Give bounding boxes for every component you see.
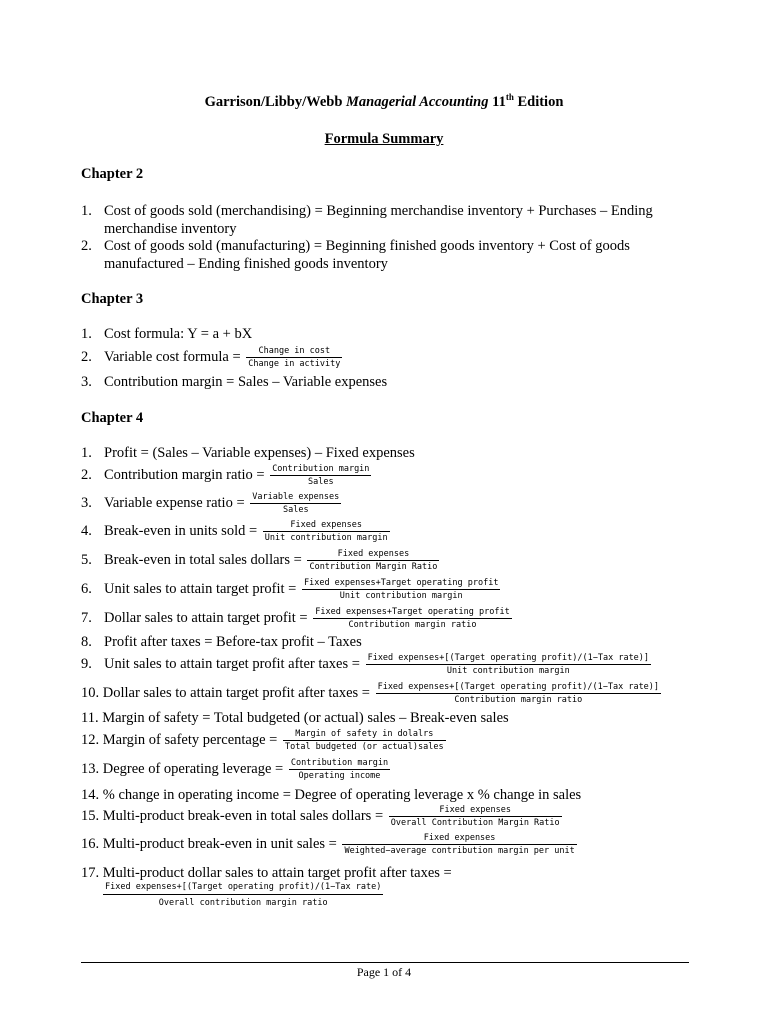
item-text: Cost of goods sold (manufacturing) = Beginning finished goods inventory + Cost of goods <box>104 238 630 254</box>
fraction <box>342 833 576 856</box>
item-text: Unit sales to attain target profit = <box>104 580 300 597</box>
ch4-item-14 <box>81 786 581 804</box>
item-number: 1. <box>81 326 92 342</box>
page-number: Page 1 of 4 <box>356 965 412 979</box>
document-title <box>0 94 768 111</box>
item-number: 15. <box>81 807 100 824</box>
title-book-name: Managerial Accounting <box>346 94 489 110</box>
ch4-item-10 <box>81 682 661 705</box>
ch4-item-16 <box>81 833 577 856</box>
item-number: 14. <box>81 787 100 803</box>
item-number: 3. <box>81 494 92 511</box>
item-text-continued: merchandise inventory <box>104 221 237 237</box>
fraction-denominator: Unit contribution margin <box>339 591 463 601</box>
fraction-numerator: Fixed expenses <box>307 549 439 561</box>
ch4-item-4 <box>81 520 390 543</box>
fraction <box>283 729 446 752</box>
fraction-denominator: Overall contribution margin ratio <box>158 898 328 908</box>
item-number: 3. <box>81 374 92 390</box>
item-text: Margin of safety = Total budgeted (or actual) sales – Break-even sales <box>102 710 509 726</box>
item-text: Break-even in total sales dollars = <box>104 551 306 568</box>
item-number: 2. <box>81 466 92 483</box>
item-number: 17. <box>81 865 100 881</box>
item-number: 12. <box>81 731 100 748</box>
fraction-denominator: Contribution margin ratio <box>454 695 583 705</box>
fraction-denominator: Total budgeted (or actual)sales <box>284 742 444 752</box>
ch4-item-7 <box>81 607 512 630</box>
fraction-numerator: Fixed expenses <box>342 833 576 845</box>
ch4-item-6 <box>81 578 500 601</box>
fraction <box>103 882 383 908</box>
title-edition-word: Edition <box>513 94 564 110</box>
item-number: 13. <box>81 760 100 777</box>
fraction-denominator: Operating income <box>298 771 381 781</box>
item-text: Multi-product dollar sales to attain target profit after taxes = <box>102 865 452 881</box>
item-text: Multi-product break-even in unit sales = <box>102 835 341 852</box>
title-edition-suffix: th <box>505 92 514 103</box>
fraction-numerator: Fixed expenses <box>263 520 390 532</box>
item-number: 8. <box>81 634 92 650</box>
fraction-numerator: Fixed expenses+[(Target operating profit)/(1−Tax rate)] <box>377 682 660 692</box>
item-number: 9. <box>81 655 92 672</box>
document-subtitle: Formula Summary <box>324 131 444 147</box>
item-text: Margin of safety percentage = <box>102 731 281 748</box>
item-text: % change in operating income = Degree of operating leverage x % change in sales <box>102 787 582 803</box>
ch4-item-12 <box>81 729 446 752</box>
fraction-denominator: Overall Contribution Margin Ratio <box>390 818 560 828</box>
fraction-denominator: Weighted−average contribution margin per unit <box>344 846 575 856</box>
item-number: 1. <box>81 203 92 219</box>
item-text: Cost of goods sold (merchandising) = Beginning merchandise inventory + Purchases – Ending <box>104 203 653 219</box>
item-text-continued: manufactured – Ending finished goods inventory <box>104 256 388 272</box>
fraction-denominator: Unit contribution margin <box>264 533 388 543</box>
fraction-denominator: Contribution Margin Ratio <box>309 562 438 572</box>
fraction <box>389 805 562 828</box>
item-text: Break-even in units sold = <box>104 522 261 539</box>
fraction-numerator: Fixed expenses+Target operating profit <box>315 607 510 617</box>
fraction <box>366 653 651 676</box>
ch4-item-13 <box>81 758 390 781</box>
ch3-item-3 <box>81 373 387 391</box>
fraction <box>270 464 371 487</box>
fraction-denominator: Sales <box>308 477 334 487</box>
chapter-4-heading: Chapter 4 <box>81 410 144 426</box>
fraction-numerator: Fixed expenses+[(Target operating profit)/(1−Tax rate)] <box>367 653 650 663</box>
fraction-numerator: Contribution margin <box>272 464 370 474</box>
item-number: 1. <box>81 445 92 461</box>
ch4-item-11 <box>81 709 509 727</box>
ch4-item-17 <box>81 864 452 882</box>
ch4-item-8 <box>81 633 362 651</box>
item-text: Degree of operating leverage = <box>102 760 287 777</box>
ch2-item-2 <box>81 237 694 273</box>
item-text: Dollar sales to attain target profit = <box>104 609 312 626</box>
ch2-item-1 <box>81 202 694 238</box>
item-number: 6. <box>81 580 92 597</box>
fraction-numerator: Margin of safety in dolalrs <box>283 729 446 741</box>
fraction-denominator: Change in activity <box>248 359 341 369</box>
item-text: Cost formula: Y = a + bX <box>104 326 253 342</box>
item-number: 4. <box>81 522 92 539</box>
fraction-denominator: Unit contribution margin <box>446 666 570 676</box>
ch4-item-2 <box>81 464 371 487</box>
title-edition-number: 11 <box>488 94 506 110</box>
fraction <box>289 758 390 781</box>
chapter-2-heading: Chapter 2 <box>81 166 144 182</box>
fraction <box>302 578 500 601</box>
fraction <box>307 549 439 572</box>
item-number: 5. <box>81 551 92 568</box>
fraction-numerator: Change in cost <box>246 346 342 358</box>
fraction-numerator: Variable expenses <box>252 492 340 502</box>
fraction-numerator: Fixed expenses+Target operating profit <box>303 578 499 588</box>
item-text: Dollar sales to attain target profit after taxes = <box>102 684 374 701</box>
fraction <box>263 520 390 543</box>
item-text: Profit = (Sales – Variable expenses) – Fixed expenses <box>104 445 415 461</box>
item-text: Contribution margin ratio = <box>104 466 269 483</box>
item-number: 16. <box>81 835 100 852</box>
item-number: 2. <box>81 348 92 365</box>
ch4-item-3 <box>81 492 341 515</box>
chapter-3-heading: Chapter 3 <box>81 291 144 307</box>
item-text: Unit sales to attain target profit after taxes = <box>104 655 364 672</box>
item-number: 11. <box>81 710 99 726</box>
fraction <box>246 346 342 369</box>
ch4-item-1 <box>81 444 415 462</box>
fraction-numerator: Contribution margin <box>290 758 389 768</box>
footer-divider <box>81 962 689 963</box>
fraction-denominator: Contribution margin ratio <box>348 620 477 630</box>
title-authors: Garrison/Libby/Webb <box>204 94 347 110</box>
item-number: 10. <box>81 684 100 701</box>
fraction <box>313 607 511 630</box>
ch3-item-1 <box>81 325 252 343</box>
ch4-item-15 <box>81 805 562 828</box>
fraction <box>376 682 661 705</box>
fraction-numerator: Fixed expenses+[(Target operating profit)/(1−Tax rate) <box>103 882 383 895</box>
ch4-item-5 <box>81 549 439 572</box>
item-number: 7. <box>81 609 92 626</box>
item-text: Variable cost formula = <box>104 348 245 365</box>
item-text: Variable expense ratio = <box>104 494 249 511</box>
item-text: Contribution margin = Sales – Variable expenses <box>104 374 388 390</box>
fraction-denominator: Sales <box>282 505 309 515</box>
fraction <box>250 492 341 515</box>
fraction-numerator: Fixed expenses <box>389 805 562 817</box>
item-number: 2. <box>81 238 92 254</box>
item-text: Multi-product break-even in total sales dollars = <box>102 807 387 824</box>
ch3-item-2 <box>81 346 342 369</box>
ch4-item-9 <box>81 653 651 676</box>
item-text: Profit after taxes = Before-tax profit – Taxes <box>104 634 362 650</box>
